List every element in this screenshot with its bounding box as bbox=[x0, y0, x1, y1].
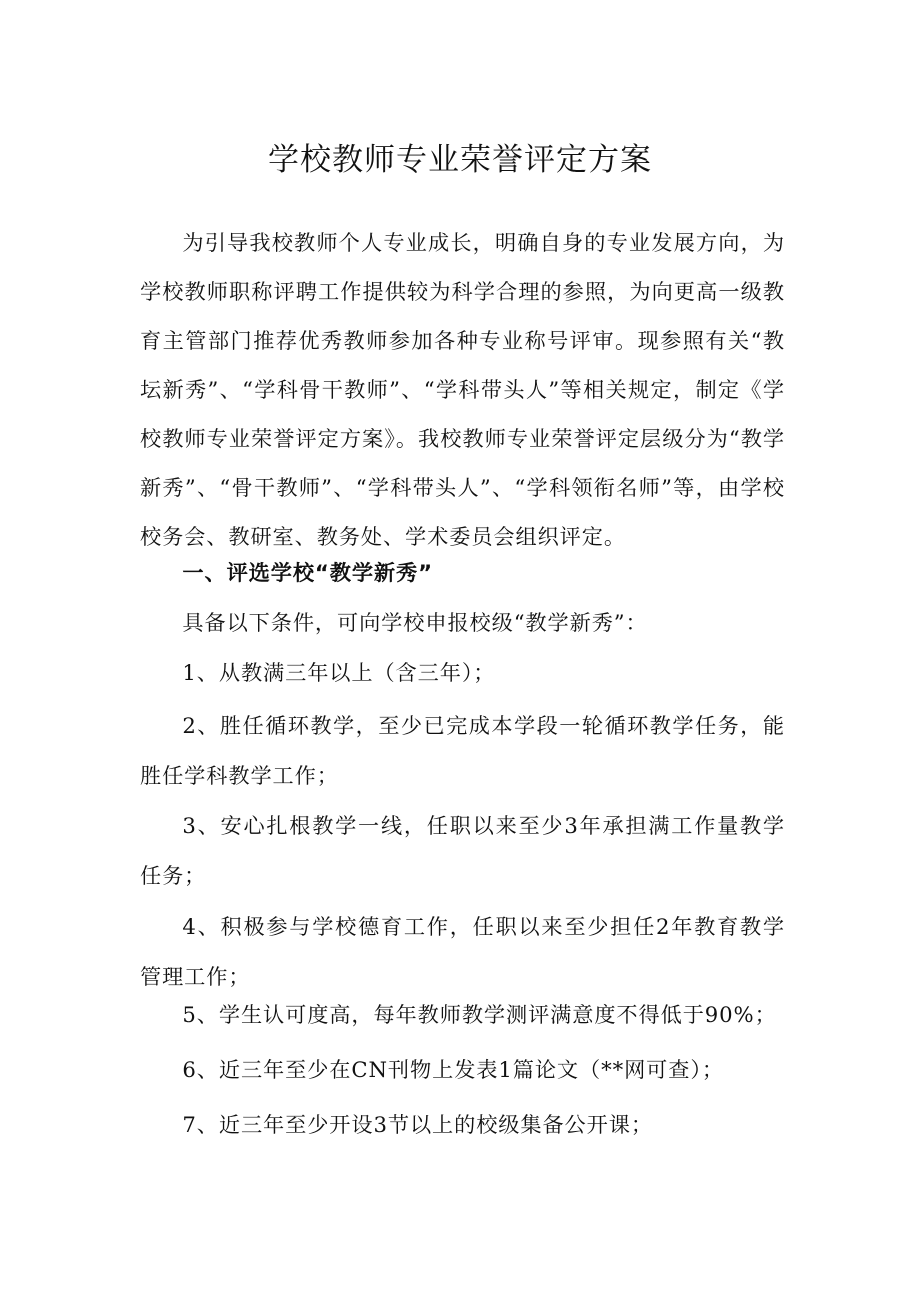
intro-paragraph: 为引导我校教师个人专业成长，明确自身的专业发展方向，为学校教师职称评聘工作提供较为科学合理的参照，为向更高一级教育主管部门推荐优秀教师参加各种专业称号评审。现参照有关“教坛新秀”、“学科骨干教师”、“学科带头人”等相关规定，制定《学校教师专业荣誉评定方案》。我校教师专业荣誉评定层级分为“教学新秀”、“骨干教师”、“学科带头人”、“学科领衔名师”等，由学校校务会、教研室、教务处、学术委员会组织评定。 bbox=[140, 230, 785, 549]
section-heading: 一、评选学校“教学新秀” bbox=[182, 560, 433, 585]
criteria-item: 6、近三年至少在CN刊物上发表1篇论文（**网可查）； bbox=[182, 1057, 724, 1082]
criteria-item: 2、胜任循环教学，至少已完成本学段一轮循环教学任务，能胜任学科教学工作； bbox=[140, 713, 785, 788]
criteria-item: 3、安心扎根教学一线，任职以来至少3年承担满工作量教学任务； bbox=[140, 813, 785, 888]
section-lead: 具备以下条件，可向学校申报校级“教学新秀”： bbox=[182, 610, 648, 635]
criteria-item: 4、积极参与学校德育工作，任职以来至少担任2年教育教学管理工作； bbox=[140, 914, 785, 989]
criteria-item: 1、从教满三年以上（含三年）； bbox=[182, 660, 496, 685]
criteria-item: 5、学生认可度高，每年教师教学测评满意度不得低于90%； bbox=[182, 1002, 777, 1027]
document-title: 学校教师专业荣誉评定方案 bbox=[268, 142, 652, 178]
criteria-item: 7、近三年至少开设3节以上的校级集备公开课； bbox=[182, 1112, 653, 1137]
